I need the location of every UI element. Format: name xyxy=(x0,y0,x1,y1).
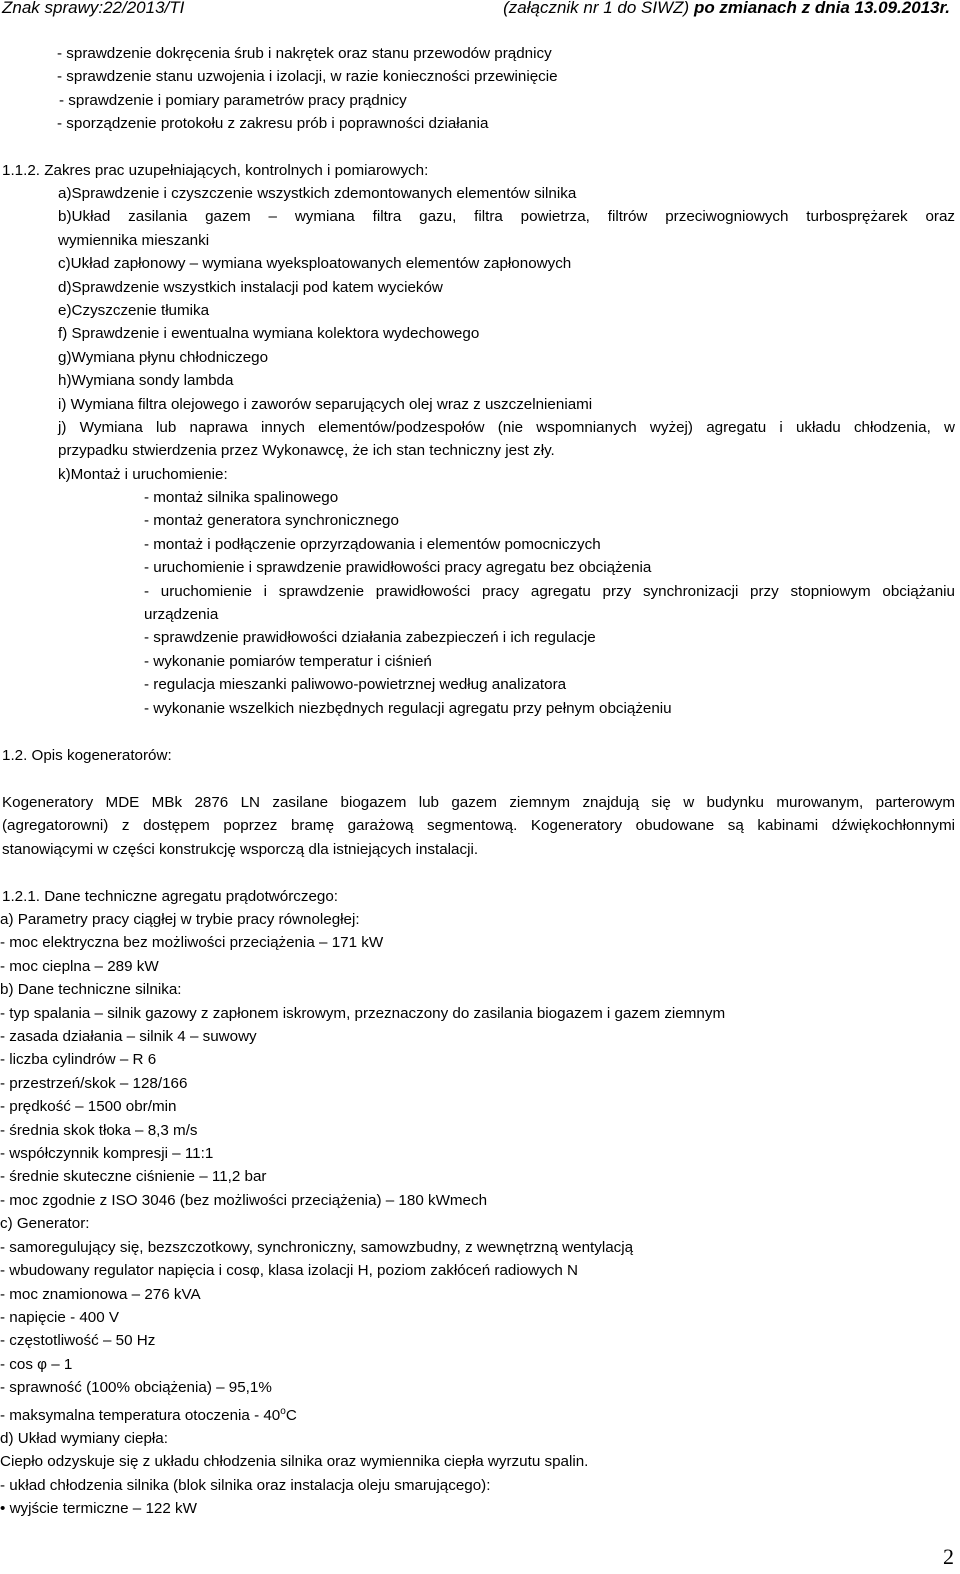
amendment-date: po zmianach z dnia 13.09.2013r. xyxy=(693,0,950,17)
list-item: - montaż silnika spalinowego xyxy=(144,489,339,506)
top-list xyxy=(57,42,937,136)
section-112-items xyxy=(58,182,955,486)
list-item: - wykonanie wszelkich niezbędnych regulacji agregatu przy pełnym obciążeniu xyxy=(144,699,672,717)
k-sublist xyxy=(144,486,955,720)
list-item: wymiennika mieszanki xyxy=(58,231,210,249)
list-item: - częstotliwość – 50 Hz xyxy=(0,1332,156,1350)
list-item: • wyjście termiczne – 122 kW xyxy=(0,1500,197,1518)
list-item: - moc znamionowa – 276 kVA xyxy=(0,1285,201,1303)
list-item: - samoregulujący się, bezszczotkowy, synchroniczny, samowzbudny, z wewnętrzną wentylacją xyxy=(0,1238,634,1256)
section-heading: 1.2. Opis kogeneratorów: xyxy=(2,747,172,764)
list-item: h)Wymiana sondy lambda xyxy=(58,372,234,390)
list-item: - montaż i podłączenie oprzyrządowania i elementów pomocniczych xyxy=(144,535,601,553)
list-item: - napięcie - 400 V xyxy=(0,1308,120,1326)
list-item: j) Wymiana lub naprawa innych elementów/podzespołów (nie wspomnianych wyżej) agregatu i układu chłodzenia, w xyxy=(58,419,955,437)
page-header xyxy=(0,0,960,22)
list-item: - współczynnik kompresji – 11:1 xyxy=(0,1145,214,1163)
list-item: - przestrzeń/skok – 128/166 xyxy=(0,1074,188,1092)
list-item: - moc cieplna – 289 kW xyxy=(0,957,159,975)
list-item: - sprawdzenie prawidłowości działania zabezpieczeń i ich regulacje xyxy=(144,629,596,647)
technical-data-list xyxy=(0,908,955,1521)
list-item: - uruchomienie i sprawdzenie prawidłowości pracy agregatu przy synchronizacji przy stopniowym obciążaniu xyxy=(144,582,955,600)
list-item: - średnie skuteczne ciśnienie – 11,2 bar xyxy=(0,1168,267,1186)
list-item: f) Sprawdzenie i ewentualna wymiana kolektora wydechowego xyxy=(58,325,480,343)
list-item: d) Układ wymiany ciepła: xyxy=(0,1430,168,1447)
list-item: - sprawdzenie dokręcenia śrub i nakrętek oraz stanu przewodów prądnicy xyxy=(57,45,552,62)
list-item: - sprawność (100% obciążenia) – 95,1% xyxy=(0,1379,272,1397)
list-item: a)Sprawdzenie i czyszczenie wszystkich zdemontowanych elementów silnika xyxy=(58,185,577,202)
list-item: - sprawdzenie stanu uzwojenia i izolacji, w razie konieczności przewinięcie xyxy=(57,68,558,86)
list-item: g)Wymiana płynu chłodniczego xyxy=(58,348,269,366)
list-item: - liczba cylindrów – R 6 xyxy=(0,1051,157,1069)
list-item: a) Parametry pracy ciągłej w trybie pracy równoległej: xyxy=(0,911,360,928)
list-item: - układ chłodzenia silnika (blok silnika oraz instalacja oleju smarującego): xyxy=(0,1476,491,1494)
list-item: b)Układ zasilania gazem – wymiana filtra gazu, filtra powietrza, filtrów przeciwogniowych turbosprężarek oraz xyxy=(58,208,955,226)
list-item: urządzenia xyxy=(144,606,219,624)
list-item: - regulacja mieszanki paliwowo-powietrznej według analizatora xyxy=(144,676,567,694)
list-item: k)Montaż i uruchomienie: xyxy=(58,465,228,483)
list-item: - cos φ – 1 xyxy=(0,1355,73,1373)
list-item: - moc zgodnie z ISO 3046 (bez możliwości przeciążenia) – 180 kWmech xyxy=(0,1191,488,1209)
list-item: - uruchomienie i sprawdzenie prawidłowości pracy agregatu bez obciążenia xyxy=(144,559,652,577)
description-paragraph: Kogeneratory MDE MBk 2876 LN zasilane biogazem lub gazem ziemnym znajdują się w budynku murowanym, parterowym (agregatorowni) z dostępem poprzez bramę garażową segmentową. Kogeneratory obudowane są kabinami dźwiękochłonnymi stanowiącymi w części konstrukcję wsporczą dla istniejących instalacji. xyxy=(2,794,955,858)
list-item: i) Wymiana filtra olejowego i zaworów separujących olej wraz z uszczelnieniami xyxy=(58,395,593,413)
list-item: - zasada działania – silnik 4 – suwowy xyxy=(0,1028,257,1046)
list-item: c) Generator: xyxy=(0,1215,90,1233)
list-item: - typ spalania – silnik gazowy z zapłonem iskrowym, przeznaczony do zasilania biogazem i gazem ziemnym xyxy=(0,1004,726,1022)
list-item: b) Dane techniczne silnika: xyxy=(0,981,182,999)
list-item: d)Sprawdzenie wszystkich instalacji pod katem wycieków xyxy=(58,278,443,296)
list-item: - montaż generatora synchronicznego xyxy=(144,512,399,530)
case-number: Znak sprawy:22/2013/TI xyxy=(2,0,185,17)
list-item: - prędkość – 1500 obr/min xyxy=(0,1098,177,1116)
attachment-label: (załącznik nr 1 do SIWZ) xyxy=(503,0,690,17)
list-item: - sporządzenie protokołu z zakresu prób i poprawności działania xyxy=(57,115,489,133)
list-item: c)Układ zapłonowy – wymiana wyeksploatowanych elementów zapłonowych xyxy=(58,255,572,273)
list-item: e)Czyszczenie tłumika xyxy=(58,302,210,320)
list-item: - moc elektryczna bez możliwości przeciążenia – 171 kW xyxy=(0,934,384,952)
list-item: Ciepło odzyskuje się z układu chłodzenia silnika oraz wymiennika ciepła wyrzutu spalin. xyxy=(0,1453,589,1471)
list-item: - wykonanie pomiarów temperatur i ciśnień xyxy=(144,652,432,670)
list-item: przypadku stwierdzenia przez Wykonawcę, że ich stan techniczny jest zły. xyxy=(58,442,555,460)
section-heading: 1.2.1. Dane techniczne agregatu prądotwórczego: xyxy=(2,888,339,905)
bullet-icon: • xyxy=(0,1500,6,1518)
list-item: - sprawdzenie i pomiary parametrów pracy prądnicy xyxy=(59,91,407,109)
page-number: 2 xyxy=(943,1544,954,1569)
list-item: - maksymalna temperatura otoczenia - 40$^o$C xyxy=(0,1405,297,1424)
list-item: - średnia skok tłoka – 8,3 m/s xyxy=(0,1121,198,1139)
list-item: - wbudowany regulator napięcia i cosφ, klasa izolacji H, poziom zakłóceń radiowych N xyxy=(0,1262,578,1280)
section-heading: 1.1.2. Zakres prac uzupełniających, kontrolnych i pomiarowych: xyxy=(2,162,429,179)
attachment-note xyxy=(503,0,950,18)
